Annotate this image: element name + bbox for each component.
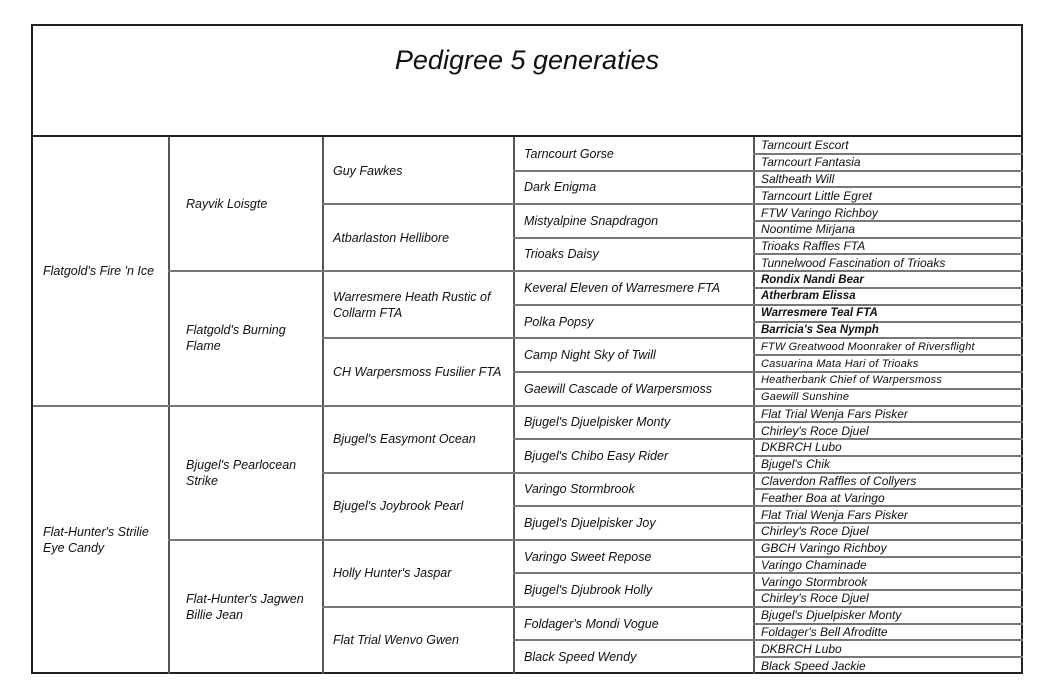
row-divider [753,623,1023,625]
row-divider [753,304,1023,306]
row-divider [753,488,1023,490]
gen4-name: Tarncourt Gorse [524,146,614,161]
gen5-name: GBCH Varingo Richboy [761,541,887,556]
row-divider [513,371,753,373]
gen5-name: Barricia's Sea Nymph [761,323,879,336]
pedigree-grid [33,137,1023,674]
row-divider [513,639,753,641]
gen4-name: Bjugel's Chibo Easy Rider [524,448,669,463]
gen4-name: Bjugel's Djubrook Holly [524,583,653,598]
row-divider [753,321,1023,323]
gen4-name: Gaewill Cascade of Warpersmoss [524,381,713,396]
gen1-name: Flat-Hunter's Strilie Eye Candy [43,524,149,555]
gen3-name: Holly Hunter's Jaspar [333,566,452,581]
gen4-name: Mistyalpine Snapdragon [524,213,659,228]
row-divider [513,572,753,574]
gen5-name: Gaewill Sunshine [761,391,850,404]
gen5-name: Bjugel's Chik [761,457,830,472]
gen5-name: Feather Boa at Varingo [761,490,885,505]
row-divider [322,337,513,339]
row-divider [753,505,1023,507]
row-divider [753,455,1023,457]
row-divider [753,253,1023,255]
row-divider [322,472,513,474]
gen5-name: Casuarina Mata Hari of Trioaks [761,357,919,370]
row-divider [753,371,1023,373]
pedigree-sheet [31,24,1023,674]
gen3-name: Bjugel's Joybrook Pearl [333,499,464,514]
row-divider [513,505,753,507]
row-divider [753,656,1023,658]
row-divider [753,556,1023,558]
gen5-name: Chirley's Roce Djuel [761,423,869,438]
row-divider [753,606,1023,608]
gen5-name: Rondix Nandi Bear [761,273,864,286]
gen4-name: Bjugel's Djuelpisker Joy [524,515,656,530]
row-divider [753,153,1023,155]
row-divider [753,186,1023,188]
gen5-name: Saltheath Will [761,171,835,186]
gen3-name: CH Warpersmoss Fusilier FTA [333,364,502,379]
gen3-name: Flat Trial Wenvo Gwen [333,633,459,648]
gen5-name: Claverdon Raffles of Collyers [761,474,917,489]
gen5-name: Bjugel's Djuelpisker Monty [761,608,902,623]
gen4-name: Black Speed Wendy [524,650,637,665]
gen5-name: Chirley's Roce Djuel [761,524,869,539]
row-divider [513,405,753,407]
row-divider [753,539,1023,541]
row-divider [753,421,1023,423]
row-divider [753,572,1023,574]
row-divider [753,388,1023,390]
row-divider [322,606,513,608]
row-divider [168,539,322,541]
row-divider [513,203,753,205]
row-divider [753,589,1023,591]
gen3-name: Guy Fawkes [333,163,403,178]
row-divider [513,170,753,172]
row-divider [753,220,1023,222]
row-divider [513,472,753,474]
row-divider [513,237,753,239]
gen4-name: Foldager's Mondi Vogue [524,616,659,631]
gen5-name: Atherbram Elissa [761,290,856,303]
row-divider [753,639,1023,641]
gen2-name: Bjugel's Pearlocean Strike [186,457,297,488]
gen5-name: Noontime Mirjana [761,222,856,237]
row-divider [513,539,753,541]
gen5-name: FTW Varingo Richboy [761,205,878,220]
row-divider [753,405,1023,407]
gen5-name: Foldager's Bell Afroditte [761,625,888,640]
gen4-name: Keveral Eleven of Warresmere FTA [524,281,721,296]
row-divider [753,203,1023,205]
gen4-name: Camp Night Sky of Twill [524,348,656,363]
gen1-name: Flatgold's Fire 'n Ice [43,264,155,279]
title-area [33,26,1021,137]
gen5-name: Heatherbank Chief of Warpersmoss [761,374,943,387]
gen5-name: Tarncourt Little Egret [761,188,872,203]
gen5-name: DKBRCH Lubo [761,440,842,455]
gen4-name: Varingo Stormbrook [524,482,635,497]
row-divider [753,170,1023,172]
gen5-name: Flat Trial Wenja Fars Pisker [761,406,908,421]
gen5-name: FTW Greatwood Moonraker of Riversflight [761,340,975,353]
row-divider [168,270,322,272]
row-divider [322,203,513,205]
row-divider [513,270,753,272]
gen5-name: Tarncourt Fantasia [761,155,861,170]
gen2-name: Flatgold's Burning Flame [186,323,286,354]
gen5-name: Chirley's Roce Djuel [761,591,869,606]
row-divider [753,237,1023,239]
row-divider [322,270,513,272]
gen5-name: Varingo Chaminade [761,557,867,572]
gen5-name: Tarncourt Escort [761,138,849,153]
gen4-name: Bjugel's Djuelpisker Monty [524,415,671,430]
gen4-name: Trioaks Daisy [524,247,599,262]
gen4-name: Polka Popsy [524,314,594,329]
row-divider [753,438,1023,440]
row-divider [753,522,1023,524]
gen4-name: Varingo Sweet Repose [524,549,652,564]
row-divider [753,354,1023,356]
gen5-name: Trioaks Raffles FTA [761,239,866,254]
row-divider [168,405,322,407]
row-divider [513,304,753,306]
gen3-name: Bjugel's Easymont Ocean [333,432,476,447]
row-divider [753,270,1023,272]
page-title: Pedigree 5 generaties [394,45,660,75]
gen5-name: Varingo Stormbrook [761,574,868,589]
row-divider [513,438,753,440]
row-divider [33,405,168,407]
row-divider [753,337,1023,339]
gen2-name: Rayvik Loisgte [186,197,268,212]
row-divider [322,539,513,541]
gen5-name: DKBRCH Lubo [761,641,842,656]
row-divider [753,287,1023,289]
gen3-name: Atbarlaston Hellibore [333,230,450,245]
gen5-name: Warresmere Teal FTA [761,307,878,320]
gen5-name: Black Speed Jackie [761,658,866,673]
gen3-name: Warresmere Heath Rustic of Collarm FTA [333,289,491,320]
gen4-name: Dark Enigma [524,180,597,195]
row-divider [753,472,1023,474]
row-divider [322,405,513,407]
row-divider [513,337,753,339]
gen2-name: Flat-Hunter's Jagwen Billie Jean [186,591,304,622]
gen5-name: Tunnelwood Fascination of Trioaks [761,255,946,270]
gen5-name: Flat Trial Wenja Fars Pisker [761,507,908,522]
row-divider [513,606,753,608]
